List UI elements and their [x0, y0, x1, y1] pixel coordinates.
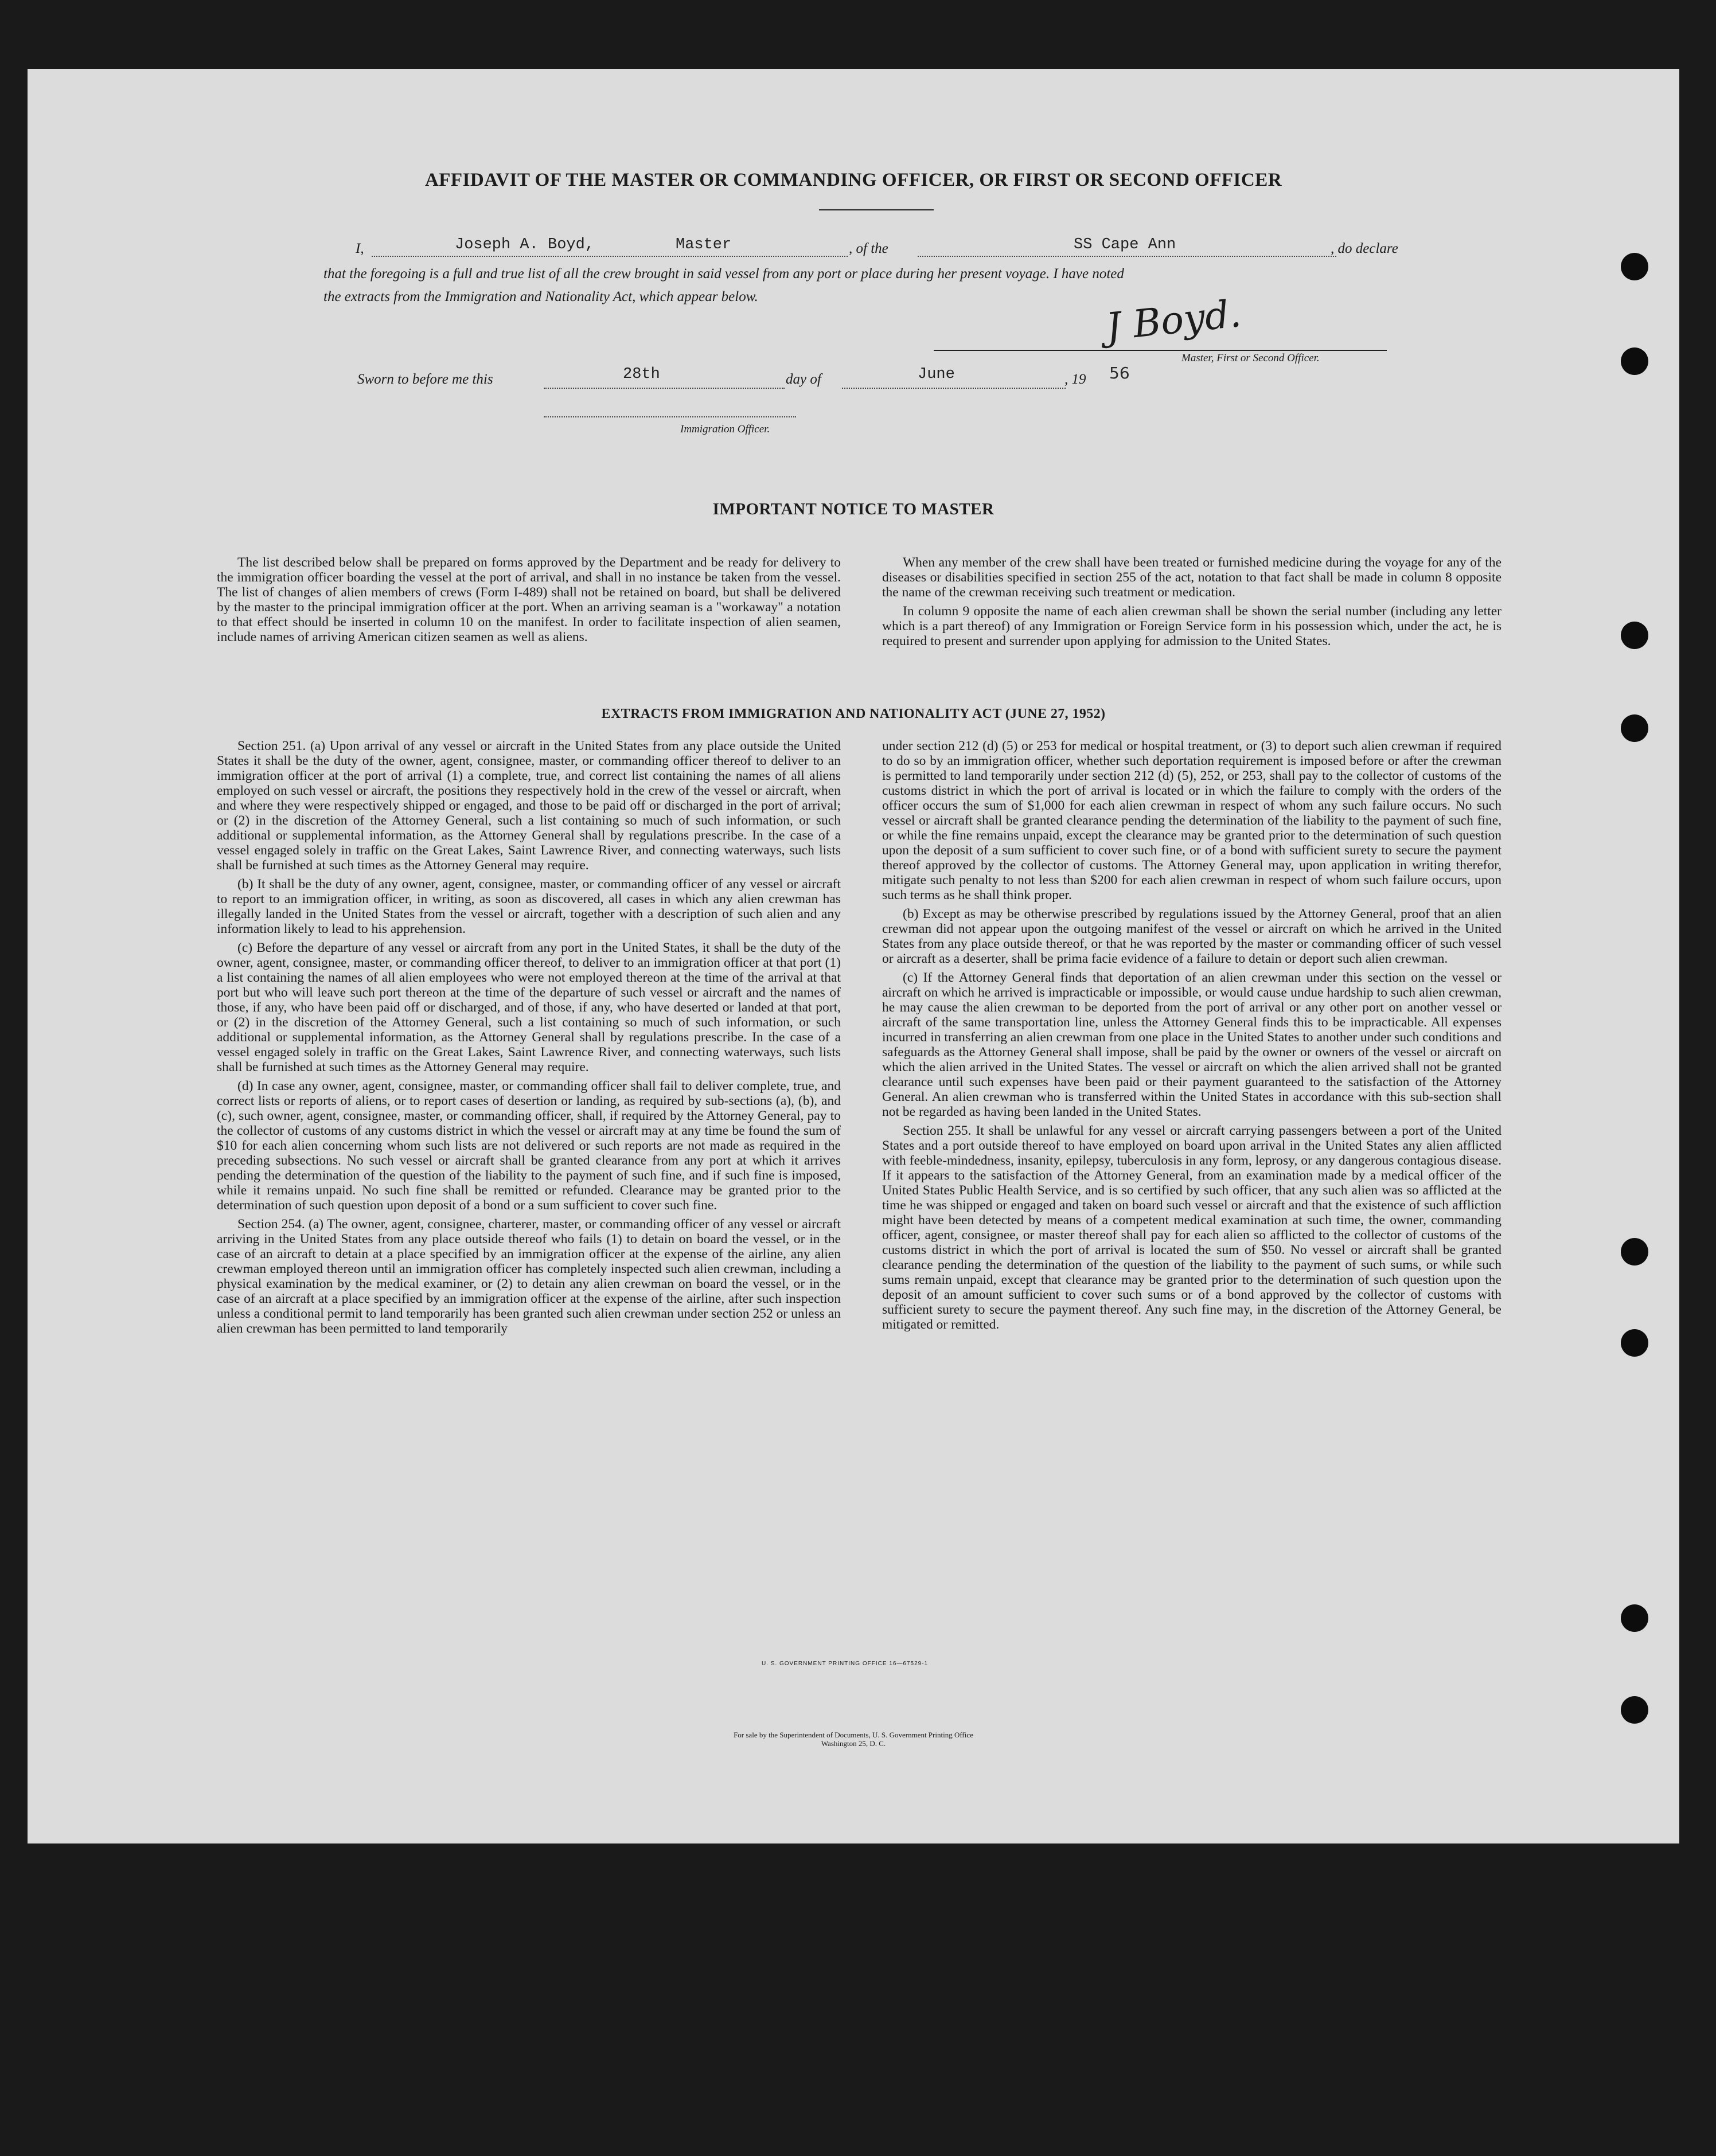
day-line [544, 388, 785, 389]
sworn-label: Sworn to before me this [357, 372, 493, 387]
notice-paragraph: When any member of the crew shall have been treated or furnished medicine during the voyage for any of the diseases or disabilities specified in section 255 of the act, notation to that fact shall be made in column 8 opposite the name of the crewman receiving such treatment or medication. [882, 555, 1502, 600]
name-line [372, 256, 848, 257]
year-prefix: , 19 [1064, 372, 1086, 387]
officer-line [544, 416, 796, 417]
sale-notice-line-2: Washington 25, D. C. [821, 1739, 886, 1748]
punch-hole [1621, 1604, 1648, 1632]
punch-hole [1621, 622, 1648, 649]
sale-notice [28, 1731, 1679, 1748]
sworn-day: 28th [623, 366, 660, 383]
affidavit-title: AFFIDAVIT OF THE MASTER OR COMMANDING OFFICER, OR FIRST OR SECOND OFFICER [424, 170, 1282, 190]
i-label: I, [356, 241, 364, 256]
punch-hole [1621, 1238, 1648, 1266]
section-paragraph: (b) It shall be the duty of any owner, agent, consignee, master, or commanding officer of any vessel or aircraft to report to an immigration officer, in writing, as soon as discovered, all cases in which any alien crewman has illegally landed in the United States from the vessel or aircraft, together with a description of such alien and any information likely to lead to his apprehension. [217, 877, 841, 936]
section-paragraph: Section 254. (a) The owner, agent, consignee, charterer, master, or commanding officer of any vessel or aircraft arriving in the United States from any place outside thereof who fails (1) to detain on board the vessel, or in the case of an aircraft to detain at a place specified by an immigration officer at the expense of the airline, any alien crewman employed thereon until an immigration officer has completely inspected such alien crewman, including a physical examination by the medical examiner, or (2) to detain any alien crewman on board the vessel, or in the case of an aircraft at a place specified by an immigration officer at the expense of the airline, after such inspection unless a conditional permit to land temporarily has been granted such alien crewman under section 252 or unless an alien crewman has been permitted to land temporarily [217, 1217, 841, 1336]
notice-paragraph: In column 9 opposite the name of each alien crewman shall be shown the serial number (including any letter which is a part thereof) of any Immigration or Foreign Service form in his possession which, under the act, he is required to present and surrender upon applying for admission to the United States. [882, 604, 1502, 649]
of-the-label: , of the [849, 241, 888, 256]
punch-hole [1621, 253, 1648, 280]
declarant-rank: Master [676, 236, 732, 253]
notice-paragraph: The list described below shall be prepared on forms approved by the Department and be ready for delivery to the immigration officer boarding the vessel at the port of arrival, and shall in no instance be taken from the vessel. The list of changes of alien members of crews (Form I-489) shall not be retained on board, but shall be delivered by the master to the principal immigration officer at the port. When an arriving seaman is a "workaway" a notation to that effect should be inserted in column 10 on the manifest. In order to facilitate inspection of alien seamen, include names of arriving American citizen seamen as well as aliens. [217, 555, 841, 645]
sworn-month: June [918, 366, 955, 383]
signature-caption: Master, First or Second Officer. [1181, 352, 1320, 364]
punch-hole [1621, 1696, 1648, 1724]
section-paragraph: (c) If the Attorney General finds that deportation of an alien crewman under this section on the vessel or aircraft on which he arrived is impracticable or impossible, or would cause undue hardship to such alien crewman, he may cause the alien crewman to be deported from the port of arrival or any other port on another vessel or aircraft of the same transportation line, unless the Attorney General finds this to be impracticable. All expenses incurred in transferring an alien crewman from one place in the United States to another under such conditions and safeguards as the Attorney General shall impose, shall be paid by the owner or owners of the vessel or aircraft on which the alien arrived in the United States. The vessel or aircraft on which the alien arrived shall not be granted clearance until such expenses have been paid or their payment guaranteed to the satisfaction of the Attorney General. An alien crewman who is transferred within the United States in accordance with this sub-section shall not be regarded as having been landed in the United States. [882, 970, 1502, 1119]
notice-right-column [882, 555, 1502, 653]
master-signature: J Boyd. [1103, 291, 1243, 350]
extracts-title: EXTRACTS FROM IMMIGRATION AND NATIONALITY ACT (JUNE 27, 1952) [601, 706, 1106, 721]
section-paragraph: Section 255. It shall be unlawful for any vessel or aircraft carrying passengers between a port of the United States and a port outside thereof to have employed on board upon arrival in the United States any alien afflicted with feeble-mindedness, insanity, epilepsy, tuberculosis in any form, leprosy, or any dangerous contagious disease. If it appears to the satisfaction of the Attorney General, from an examination made by a medical officer of the United States Public Health Service, and is so certified by such officer, that any such alien was so afflicted at the time he was shipped or engaged and taken on board such vessel or aircraft and that the existence of such affliction might have been detected by means of a competent medical examination at such time, the owner, commanding officer, agent, consignee, or master thereof shall pay for each alien so afflicted to the collector of customs of the customs district in which the port of arrival is located the sum of $50. No vessel or aircraft shall be granted clearance pending the determination of the question of the liability to the payment of such sums, or while such sums remain unpaid, except that clearance may be granted prior to the determination of such question upon the deposit of an amount sufficient to cover such sums or of a bond approved by the collector of customs with sufficient surety to secure the payment thereof. Any such fine may, in the discretion of the Attorney General, be mitigated or remitted. [882, 1123, 1502, 1332]
section-paragraph: (c) Before the departure of any vessel or aircraft from any port in the United States, it shall be the duty of the owner, agent, consignee, master, or commanding officer thereof, to deliver to an immigration officer at that port (1) a list containing the names of all alien employees who were not employed thereon at the time of the arrival at that port but who will leave such port thereon at the time of the departure of such vessel or aircraft and the names of those, if any, who have been paid off or discharged, and of those, if any, who have deserted or landed at that port, or (2) in the discretion of the Attorney General, such a list containing so much of such information, or such additional or supplemental information, as the Attorney General shall by regulations prescribe. In the case of a vessel engaged solely in traffic on the Great Lakes, Saint Lawrence River, and connecting waterways, such lists shall be furnished at such times as the Attorney General may require. [217, 940, 841, 1075]
section-paragraph: (b) Except as may be otherwise prescribed by regulations issued by the Attorney General, proof that an alien crewman did not appear upon the outgoing manifest of the vessel or aircraft on which he arrived in the United States from any place outside thereof, or that he was reported by the master or commanding officer of such vessel or aircraft as a deserter, shall be prima facie evidence of a failure to detain or deport such alien crewman. [882, 907, 1502, 966]
gpo-imprint: U. S. GOVERNMENT PRINTING OFFICE 16—67529-1 [762, 1661, 929, 1667]
statement-line-2: the extracts from the Immigration and Nationality Act, which appear below. [323, 289, 758, 304]
section-paragraph: (d) In case any owner, agent, consignee, master, or commanding officer shall fail to deliver complete, true, and correct lists or reports of aliens, or to report cases of desertion or landing, as required by sub-sections (a), (b), and (c), such owner, agent, consignee, master, or commanding officer, shall, if required by the Attorney General, pay to the collector of customs of any customs district in which the vessel or aircraft may at any time be found the sum of $10 for each alien concerning whom such lists are not delivered or such reports are not made as required in the preceding subsections. No such vessel or aircraft shall be granted clearance from any port at which it arrives pending the determination of the question of the liability to the payment of such fine, and if such fine is imposed, while it remains unpaid. No such fine shall be remitted or refunded. Clearance may be granted prior to the determination of such question upon deposit of a bond or a sum sufficient to cover such fine. [217, 1079, 841, 1213]
punch-hole [1621, 714, 1648, 742]
vessel-line [918, 256, 1336, 257]
punch-hole [1621, 1329, 1648, 1357]
do-declare-label: , do declare [1331, 241, 1398, 256]
extracts-right-column [882, 739, 1502, 1336]
extracts-left-column [217, 739, 841, 1340]
notice-left-column [217, 555, 841, 649]
section-paragraph: Section 251. (a) Upon arrival of any vessel or aircraft in the United States from any place outside the United States it shall be the duty of the owner, agent, consignee, master, or commanding officer thereof to deliver to an immigration officer at the port of arrival (1) a complete, true, and correct list containing the names of all aliens employed on such vessel or aircraft, the positions they respectively hold in the crew of the vessel or aircraft, when and where they were respectively shipped or engaged, and those to be paid off or discharged in the port of arrival; or (2) in the discretion of the Attorney General, such a list containing so much of such information, or such additional or supplemental information, as the Attorney General shall by regulations prescribe. In the case of a vessel engaged solely in traffic on the Great Lakes, Saint Lawrence River, and connecting waterways, such lists shall be furnished at such times as the Attorney General may require. [217, 739, 841, 873]
officer-caption: Immigration Officer. [680, 423, 770, 435]
document-page [28, 69, 1679, 1843]
notice-title: IMPORTANT NOTICE TO MASTER [712, 500, 994, 518]
section-paragraph: under section 212 (d) (5) or 253 for medical or hospital treatment, or (3) to deport such alien crewman if required to do so by an immigration officer, whether such deportation requirement is imposed before or after the crewman is permitted to land temporarily under section 212 (d) (5), 252, or 253, shall pay to the collector of customs of the customs district in which the port of arrival is located or in which the failure to comply with the orders of the officer occurs the sum of $1,000 for each alien crewman in respect of whom any such failure occurs. No such vessel or aircraft shall be granted clearance pending the determination of the liability to the payment of such fine, or while the fine remains unpaid, except the clearance may be granted prior to the determination of such question upon the deposit of a sum sufficient to cover such fine, or of a bond with sufficient surety to secure the payment thereof approved by the collector of customs. The Attorney General may, upon application in writing therefor, mitigate such penalty to not less than $200 for each alien crewman in respect of whom such failure occurs, upon such terms as he shall think proper. [882, 739, 1502, 903]
day-of-label: day of [786, 372, 821, 387]
punch-hole [1621, 347, 1648, 375]
sworn-year: 56 [1109, 364, 1130, 382]
statement-line-1: that the foregoing is a full and true list of all the crew brought in said vessel from any port or place during her present voyage. I have noted [323, 266, 1124, 282]
declarant-name: Joseph A. Boyd, [455, 236, 595, 253]
vessel-name: SS Cape Ann [1074, 236, 1176, 253]
sale-notice-line-1: For sale by the Superintendent of Documents, U. S. Government Printing Office [734, 1731, 973, 1739]
title-rule [819, 209, 934, 210]
signature-line [934, 350, 1387, 351]
month-line [842, 388, 1066, 389]
